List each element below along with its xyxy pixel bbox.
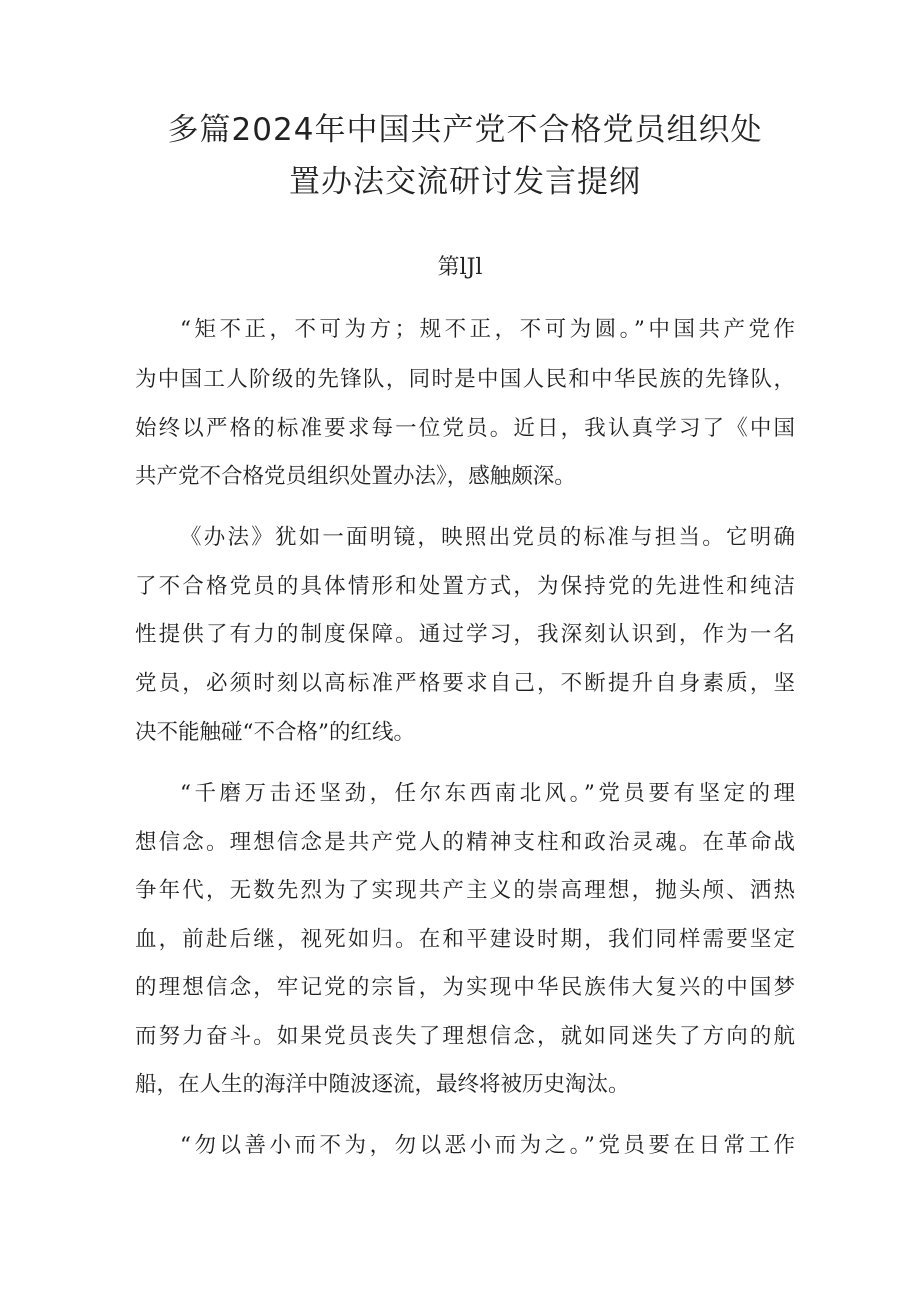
paragraph-line: 船，在人生的海洋中随波逐流，最终将被历史淘汰。 bbox=[135, 1072, 630, 1097]
title-line-2: 置办法交流研讨发言提纲 bbox=[289, 164, 641, 200]
paragraph-line: 而努力奋斗。如果党员丧失了理想信念，就如同迷失了方向的航 bbox=[135, 1024, 795, 1049]
paragraph-line: 的理想信念，牢记党的宗旨，为实现中华民族伟大复兴的中国梦 bbox=[135, 975, 795, 1000]
paragraph-line: 想信念。理想信念是共产党人的精神支柱和政治灵魂。在革命战 bbox=[135, 830, 795, 855]
paragraph-line: 共产党不合格党员组织处置办法》，感触颇深。 bbox=[135, 464, 576, 489]
title-line-1: 多篇2024年中国共产党不合格党员组织处 bbox=[167, 112, 763, 148]
paragraph-line: 为中国工人阶级的先锋队，同时是中国人民和中华民族的先锋队， bbox=[135, 367, 795, 392]
paragraph-line: 《办法》犹如一面明镜，映照出党员的标准与担当。它明确 bbox=[180, 525, 795, 550]
paragraph-line: 决不能触碰“不合格”的红线。 bbox=[135, 720, 415, 745]
paragraph-line: 始终以严格的标准要求每一位党员。近日，我认真学习了《中国 bbox=[135, 416, 795, 441]
paragraph-line: 性提供了有力的制度保障。通过学习，我深刻认识到，作为一名 bbox=[135, 622, 795, 647]
document-title bbox=[120, 104, 810, 208]
section-heading: 第lJl bbox=[437, 255, 483, 280]
paragraph-line: “矩不正，不可为方；规不正，不可为圆。”中国共产党作 bbox=[180, 317, 795, 342]
paragraph-line: 争年代，无数先烈为了实现共产主义的崇高理想，抛头颅、洒热 bbox=[135, 878, 795, 903]
paragraph-line: 党员，必须时刻以高标准严格要求自己，不断提升自身素质，坚 bbox=[135, 671, 795, 696]
paragraph-line: “千磨万击还坚劲，任尔东西南北风。”党员要有坚定的理 bbox=[180, 781, 795, 806]
paragraph-line: 了不合格党员的具体情形和处置方式，为保持党的先进性和纯洁 bbox=[135, 574, 795, 599]
paragraph-line: 血，前赴后继，视死如归。在和平建设时期，我们同样需要坚定 bbox=[135, 927, 795, 952]
paragraph-line: “勿以善小而不为，勿以恶小而为之。”党员要在日常工作 bbox=[180, 1133, 795, 1158]
